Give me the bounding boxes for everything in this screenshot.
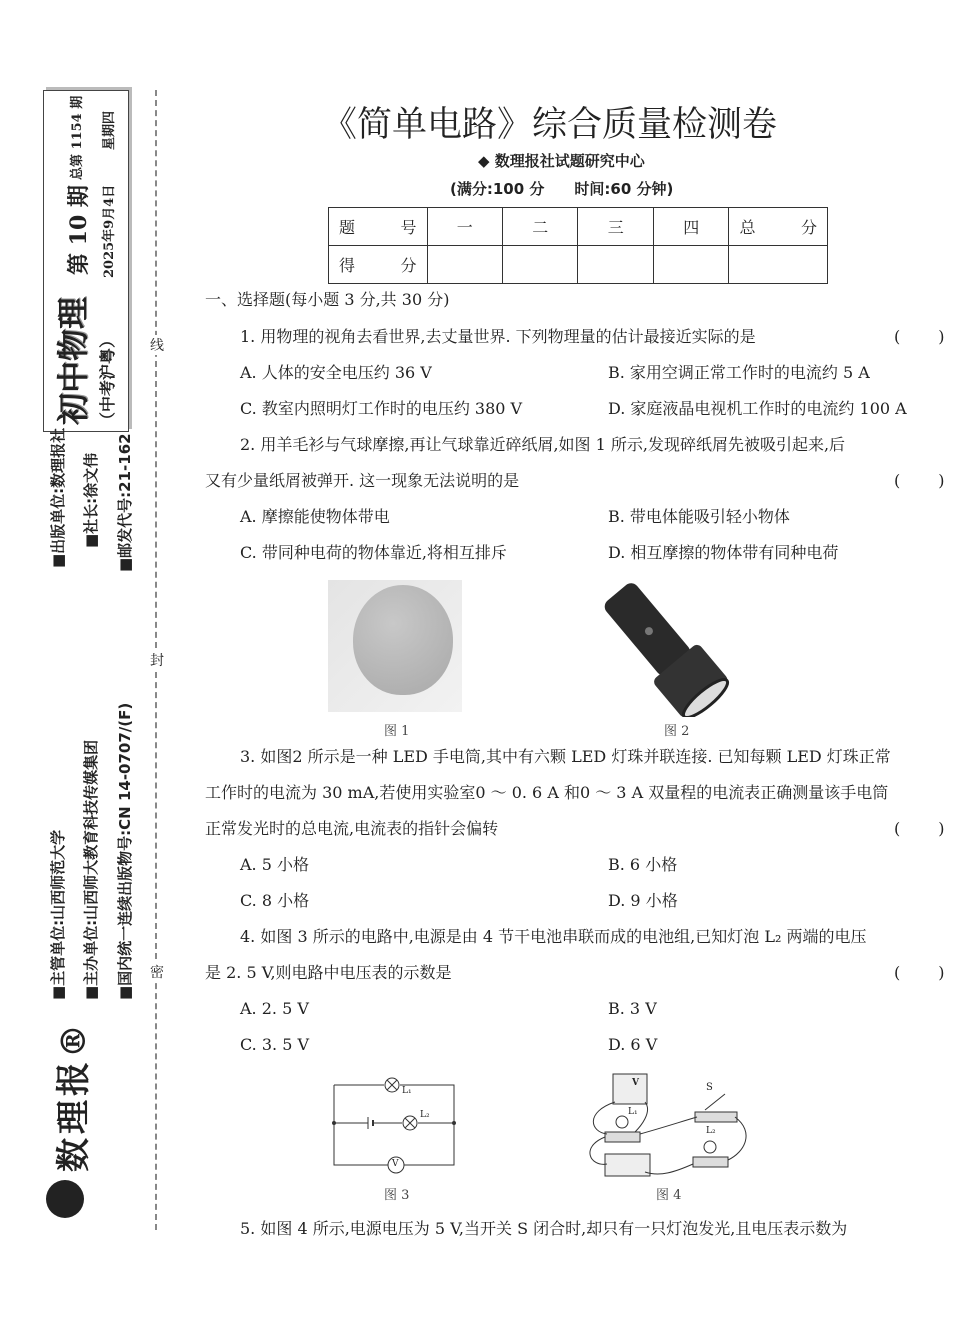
cell-section-2: 二 bbox=[502, 208, 577, 246]
supervisor-info: ■主管单位:山西师范大学 bbox=[49, 829, 67, 1000]
q2-option-a: A. 摩擦能使物体带电 bbox=[240, 507, 390, 526]
figure-1-balloon-photo bbox=[328, 580, 462, 712]
fig4-label-l1: L₁ bbox=[628, 1107, 638, 1117]
q2-option-d: D. 相互摩擦的物体带有同种电荷 bbox=[608, 543, 839, 562]
balloon-shape bbox=[353, 585, 453, 695]
figure-4-circuit-setup bbox=[585, 1072, 760, 1182]
q3-option-a: A. 5 小格 bbox=[240, 855, 309, 874]
q1-answer-blank[interactable]: ( ) bbox=[894, 327, 947, 346]
q2-option-b: B. 带电体能吸引轻小物体 bbox=[608, 507, 790, 526]
q5-stem-line1: 5. 如图 4 所示,电源电压为 5 V,当开关 S 闭合时,却只有一只灯泡发光,且电压表示数为 bbox=[240, 1219, 848, 1238]
figure-3-caption: 图 3 bbox=[384, 1188, 410, 1203]
cell-label: 得 分 bbox=[329, 246, 428, 284]
date: 2025年9月4日 bbox=[102, 184, 117, 278]
figure-1-caption: 图 1 bbox=[384, 724, 410, 739]
q4-option-b: B. 3 V bbox=[608, 999, 657, 1018]
score-cell-2[interactable] bbox=[502, 246, 577, 284]
lamp-l2-base bbox=[693, 1157, 728, 1167]
fig3-label-l1: L₁ bbox=[402, 1086, 412, 1096]
q2-option-c: C. 带同种电荷的物体靠近,将相互排斥 bbox=[240, 543, 507, 562]
logo-emblem-icon bbox=[46, 1180, 84, 1218]
score-table bbox=[328, 207, 828, 284]
cell-label: 题 号 bbox=[329, 208, 428, 246]
q1-option-d: D. 家庭液晶电视机工作时的电流约 100 A bbox=[608, 399, 907, 418]
logo-text: 数理报® bbox=[54, 1020, 94, 1172]
score-cell-total[interactable] bbox=[729, 246, 828, 284]
figure-4-caption: 图 4 bbox=[656, 1188, 682, 1203]
power-supply bbox=[605, 1154, 650, 1176]
q4-option-c: C. 3. 5 V bbox=[240, 1035, 310, 1054]
q4-option-d: D. 6 V bbox=[608, 1035, 658, 1054]
score-cell-1[interactable] bbox=[427, 246, 502, 284]
fig4-label-v: V bbox=[632, 1078, 639, 1088]
issue-number: 第 10 期 bbox=[66, 185, 92, 275]
figure-2-caption: 图 2 bbox=[664, 724, 690, 739]
publisher-info: ■出版单位:数理报社 bbox=[49, 427, 67, 568]
score-table-row-score bbox=[329, 246, 828, 284]
q3-stem-line3: 正常发光时的总电流,电流表的指针会偏转 bbox=[205, 819, 499, 838]
score-cell-3[interactable] bbox=[578, 246, 653, 284]
sponsor-info: ■主办单位:山西师大教育科技传媒集团 bbox=[82, 739, 100, 1000]
voltmeter-device bbox=[613, 1074, 647, 1104]
postal-code-info: ■邮发代号:21-162 bbox=[116, 433, 134, 572]
q3-stem-line2: 工作时的电流为 30 mA,若使用实验室0 ～ 0. 6 A 和0 ～ 3 A 双量程的电流表正确测量该手电筒 bbox=[205, 783, 889, 802]
exam-meta: (满分:100 分 时间:60 分钟) bbox=[450, 180, 674, 198]
fig4-label-l2: L₂ bbox=[706, 1126, 716, 1136]
q4-stem-line2: 是 2. 5 V,则电路中电压表的示数是 bbox=[205, 963, 452, 982]
cell-section-3: 三 bbox=[578, 208, 653, 246]
q4-stem-line1: 4. 如图 3 所示的电路中,电源是由 4 节干电池串联而成的电池组,已知灯泡 L₂ 两端的电压 bbox=[240, 927, 867, 946]
lamp-l1-base bbox=[605, 1132, 640, 1142]
score-table-row-header bbox=[329, 208, 828, 246]
total-issue: 总第 1154 期 bbox=[70, 95, 85, 180]
q3-option-b: B. 6 小格 bbox=[608, 855, 678, 874]
cn-number-info: ■国内统一连续出版物号:CN 14-0707/(F) bbox=[116, 702, 134, 1000]
q2-answer-blank[interactable]: ( ) bbox=[894, 471, 947, 490]
q1-option-a: A. 人体的安全电压约 36 V bbox=[240, 363, 432, 382]
switch-s bbox=[695, 1112, 737, 1122]
q2-stem-line1: 2. 用羊毛衫与气球摩擦,再让气球靠近碎纸屑,如图 1 所示,发现碎纸屑先被吸引起来,后 bbox=[240, 435, 846, 454]
paper-name: 初中物理 bbox=[54, 296, 92, 425]
cell-section-1: 一 bbox=[427, 208, 502, 246]
weekday: 星期四 bbox=[102, 110, 117, 150]
q3-answer-blank[interactable]: ( ) bbox=[894, 819, 947, 838]
edition: （中考沪粤） bbox=[98, 331, 117, 428]
q1-option-b: B. 家用空调正常工作时的电流约 5 A bbox=[608, 363, 870, 382]
score-cell-4[interactable] bbox=[653, 246, 728, 284]
q4-answer-blank[interactable]: ( ) bbox=[894, 963, 947, 982]
q3-stem-line1: 3. 如图2 所示是一种 LED 手电筒,其中有六颗 LED 灯珠并联连接. 已知每颗 LED 灯珠正常 bbox=[240, 747, 891, 766]
exam-title: 《简单电路》综合质量检测卷 bbox=[322, 105, 778, 145]
q1-stem: 1. 用物理的视角去看世界,去丈量世界. 下列物理量的估计最接近实际的是 bbox=[240, 327, 756, 346]
figure-2-flashlight-image bbox=[598, 582, 743, 717]
q2-stem-line2: 又有少量纸屑被弹开. 这一现象无法说明的是 bbox=[205, 471, 520, 490]
fig3-label-l2: L₂ bbox=[420, 1110, 430, 1120]
q1-option-c: C. 教室内照明灯工作时的电压约 380 V bbox=[240, 399, 523, 418]
seal-char-feng: 封 bbox=[150, 650, 164, 670]
cell-section-4: 四 bbox=[653, 208, 728, 246]
q4-option-a: A. 2. 5 V bbox=[240, 999, 309, 1018]
seal-char-xian: 线 bbox=[150, 335, 164, 355]
section-heading: 一、选择题(每小题 3 分,共 30 分) bbox=[205, 290, 450, 309]
seal-char-mi: 密 bbox=[150, 962, 164, 982]
logo bbox=[44, 1020, 106, 1220]
fig3-label-v: V bbox=[392, 1159, 399, 1169]
director-info: ■社长:徐文伟 bbox=[82, 452, 100, 548]
exam-author: ◆ 数理报社试题研究中心 bbox=[478, 152, 645, 170]
q3-option-c: C. 8 小格 bbox=[240, 891, 310, 910]
q3-option-d: D. 9 小格 bbox=[608, 891, 678, 910]
fig4-label-s: S bbox=[706, 1082, 713, 1093]
cell-total: 总 分 bbox=[729, 208, 828, 246]
